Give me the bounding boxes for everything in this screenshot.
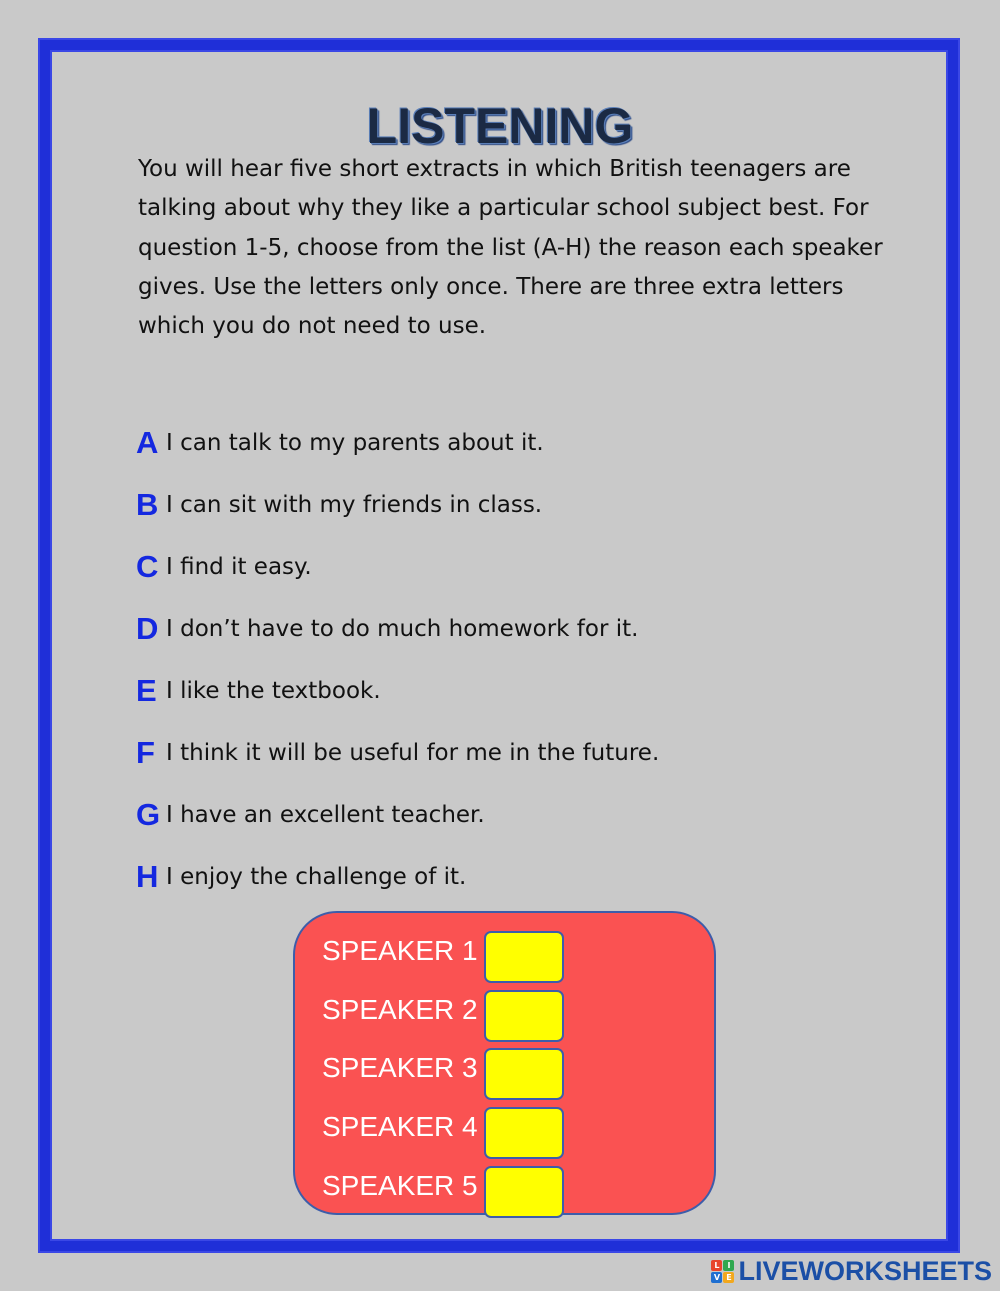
option-b bbox=[136, 474, 896, 536]
option-text: I find it easy. bbox=[166, 554, 312, 580]
brand-icon-letter: E bbox=[723, 1272, 734, 1283]
liveworksheets-icon bbox=[711, 1260, 734, 1283]
options-list bbox=[136, 412, 896, 908]
option-text: I think it will be useful for me in the future. bbox=[166, 740, 660, 766]
answer-row-speaker-5 bbox=[295, 1158, 714, 1214]
option-a bbox=[136, 412, 896, 474]
answer-input-speaker-2[interactable] bbox=[484, 990, 564, 1042]
brand-icon-letter: I bbox=[723, 1260, 734, 1271]
answer-input-speaker-4[interactable] bbox=[484, 1107, 564, 1159]
option-text: I can sit with my friends in class. bbox=[166, 492, 543, 518]
option-c bbox=[136, 536, 896, 598]
speaker-label: SPEAKER 1 bbox=[322, 935, 478, 966]
option-letter: D bbox=[136, 611, 159, 646]
option-text: I like the textbook. bbox=[166, 678, 381, 704]
option-text: I don’t have to do much homework for it. bbox=[166, 616, 639, 642]
answer-panel bbox=[293, 911, 716, 1215]
option-letter: B bbox=[136, 487, 159, 522]
instructions-text: You will hear five short extracts in which British teenagers are talking about why they like a particular school subject best. For question 1-5, choose from the list (A-H) the reason each speaker gives. Use the letters only once. There are three extra letters which you do not need to use. bbox=[138, 156, 883, 340]
option-h bbox=[136, 846, 896, 908]
option-letter: G bbox=[136, 797, 161, 832]
option-text: I have an excellent teacher. bbox=[166, 802, 485, 828]
answer-input-speaker-3[interactable] bbox=[484, 1048, 564, 1100]
brand-name: LIVEWORKSHEETS bbox=[738, 1256, 992, 1286]
option-text: I can talk to my parents about it. bbox=[166, 430, 544, 456]
speaker-label: SPEAKER 3 bbox=[322, 1052, 478, 1083]
page-title: LISTENING bbox=[366, 98, 634, 154]
option-letter: C bbox=[136, 549, 159, 584]
option-letter: A bbox=[136, 425, 159, 460]
option-text: I enjoy the challenge of it. bbox=[166, 864, 467, 890]
option-d bbox=[136, 598, 896, 660]
answer-input-speaker-5[interactable] bbox=[484, 1166, 564, 1218]
speaker-label: SPEAKER 5 bbox=[322, 1170, 478, 1201]
option-f bbox=[136, 722, 896, 784]
option-g bbox=[136, 784, 896, 846]
brand-icon-letter: L bbox=[711, 1260, 722, 1271]
option-letter: H bbox=[136, 859, 159, 894]
option-letter: E bbox=[136, 673, 157, 708]
answer-input-speaker-1[interactable] bbox=[484, 931, 564, 983]
speaker-label: SPEAKER 2 bbox=[322, 994, 478, 1025]
speaker-label: SPEAKER 4 bbox=[322, 1111, 478, 1142]
answer-row-speaker-2 bbox=[295, 982, 714, 1038]
brand-logo[interactable] bbox=[711, 1256, 992, 1287]
brand-icon-letter: V bbox=[711, 1272, 722, 1283]
answer-row-speaker-4 bbox=[295, 1099, 714, 1155]
option-letter: F bbox=[136, 735, 155, 770]
answer-row-speaker-1 bbox=[295, 923, 714, 979]
option-e bbox=[136, 660, 896, 722]
answer-row-speaker-3 bbox=[295, 1040, 714, 1096]
